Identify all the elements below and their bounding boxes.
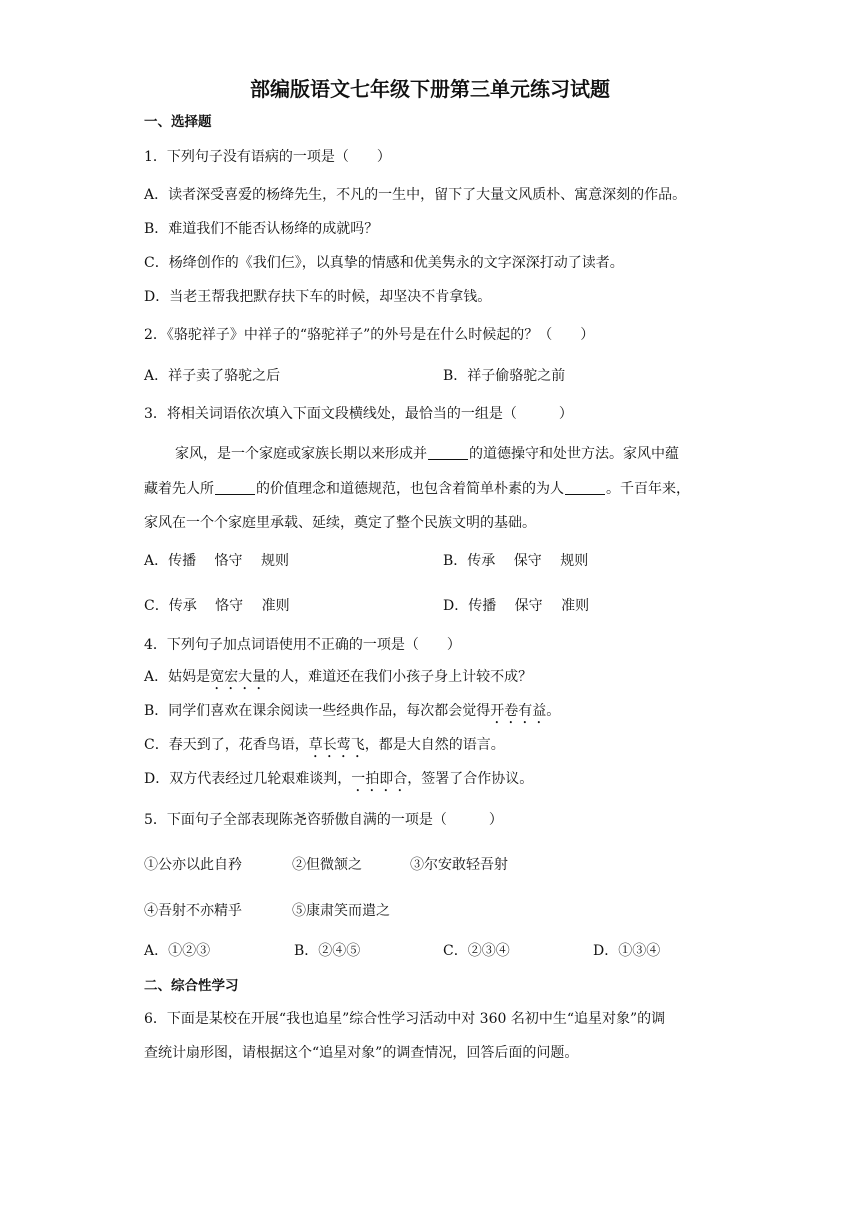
passage-text: 藏着先人所 xyxy=(144,481,214,497)
question-5-option-a: A．①②③ xyxy=(144,943,211,959)
question-5-item-4: ④吾射不亦精乎 xyxy=(144,903,242,919)
question-3-passage-line-2 xyxy=(144,480,690,498)
question-1-option-c: C．杨绛创作的《我们仨》，以真挚的情感和优美隽永的文字深深打动了读者。 xyxy=(144,255,624,271)
question-3-stem: 3．将相关词语依次填入下面文段横线处，最恰当的一组是（ ） xyxy=(144,406,573,422)
passage-text: 的道德操守和处世方法。家风中蕴 xyxy=(469,446,679,462)
question-3-passage-line-3: 家风在一个个家庭里承载、延续，奠定了整个民族文明的基础。 xyxy=(144,515,536,531)
question-4-option-a xyxy=(144,668,532,693)
fill-blank-2 xyxy=(215,480,255,495)
question-1-option-b: B．难道我们不能否认杨绛的成就吗？ xyxy=(144,221,379,237)
question-4-stem: 4．下列句子加点词语使用不正确的一项是（ ） xyxy=(144,637,461,653)
dotted-term: 宽宏大量 xyxy=(210,669,267,685)
question-3-option-b: B．传承 保守 规则 xyxy=(443,553,589,569)
option-text: 。 xyxy=(546,703,561,719)
question-2-option-a: A．祥子卖了骆驼之后 xyxy=(144,368,281,384)
question-5-item-2: ②但微颔之 xyxy=(292,857,362,873)
option-text: B．同学们喜欢在课余阅读一些经典作品，每次都会觉得 xyxy=(144,703,491,719)
question-4-option-c xyxy=(144,736,505,761)
question-5-option-d: D．①③④ xyxy=(593,943,661,959)
option-text: ，都是大自然的语言。 xyxy=(364,737,505,753)
dotted-term: 一拍即合 xyxy=(351,771,408,787)
option-text: 的人，难道还在我们小孩子身上计较不成？ xyxy=(266,669,533,685)
section-heading-choice: 一、选择题 xyxy=(144,114,212,130)
option-text: D．双方代表经过几轮艰难谈判， xyxy=(144,771,352,787)
question-5-item-1: ①公亦以此自矜 xyxy=(144,857,242,873)
question-1-option-d: D．当老王帮我把默存扶下车的时候，却坚决不肯拿钱。 xyxy=(144,289,492,305)
question-4-option-d xyxy=(144,770,533,795)
question-3-passage-line-1 xyxy=(175,445,679,463)
option-text: ，签署了合作协议。 xyxy=(407,771,534,787)
dotted-term: 草长莺飞 xyxy=(308,737,365,753)
question-1-option-a: A．读者深受喜爱的杨绛先生，不凡的一生中，留下了大量文风质朴、寓意深刻的作品。 xyxy=(144,187,687,203)
question-3-option-a: A．传播 恪守 规则 xyxy=(144,553,290,569)
section-heading-comprehensive: 二、综合性学习 xyxy=(144,978,239,994)
passage-text: 家风，是一个家庭或家族长期以来形成并 xyxy=(175,446,427,462)
question-3-option-c: C．传承 恪守 准则 xyxy=(144,598,290,614)
question-5-stem: 5．下面句子全部表现陈尧咨骄傲自满的一项是（ ） xyxy=(144,812,503,828)
question-6-line-1: 6．下面是某校在开展“我也追星”综合性学习活动中对 360 名初中生“追星对象”的调 xyxy=(144,1011,666,1027)
question-5-item-3: ③尔安敢轻吾射 xyxy=(410,857,508,873)
question-2-stem: 2．《骆驼祥子》中祥子的“骆驼祥子”的外号是在什么时候起的？（ ） xyxy=(144,327,595,343)
question-1-stem: 1．下列句子没有语病的一项是（ ） xyxy=(144,149,391,165)
question-5-option-b: B．②④⑤ xyxy=(294,943,361,959)
option-text: C．春天到了，花香鸟语， xyxy=(144,737,309,753)
page-title: 部编版语文七年级下册第三单元练习试题 xyxy=(250,77,610,101)
dotted-term: 开卷有益 xyxy=(490,703,547,719)
question-6-line-2: 查统计扇形图，请根据这个“追星对象”的调查情况，回答后面的问题。 xyxy=(144,1045,579,1061)
passage-text: 。千百年来， xyxy=(606,481,690,497)
option-text: A．姑妈是 xyxy=(144,669,211,685)
passage-text: 的价值理念和道德规范，也包含着简单朴素的为人 xyxy=(256,481,564,497)
question-5-item-5: ⑤康肃笑而遣之 xyxy=(292,903,390,919)
question-5-option-c: C．②③④ xyxy=(443,943,510,959)
fill-blank-1 xyxy=(428,445,468,460)
question-3-option-d: D．传播 保守 准则 xyxy=(443,598,590,614)
question-4-option-b xyxy=(144,702,560,727)
question-2-option-b: B．祥子偷骆驼之前 xyxy=(443,368,566,384)
fill-blank-3 xyxy=(565,480,605,495)
